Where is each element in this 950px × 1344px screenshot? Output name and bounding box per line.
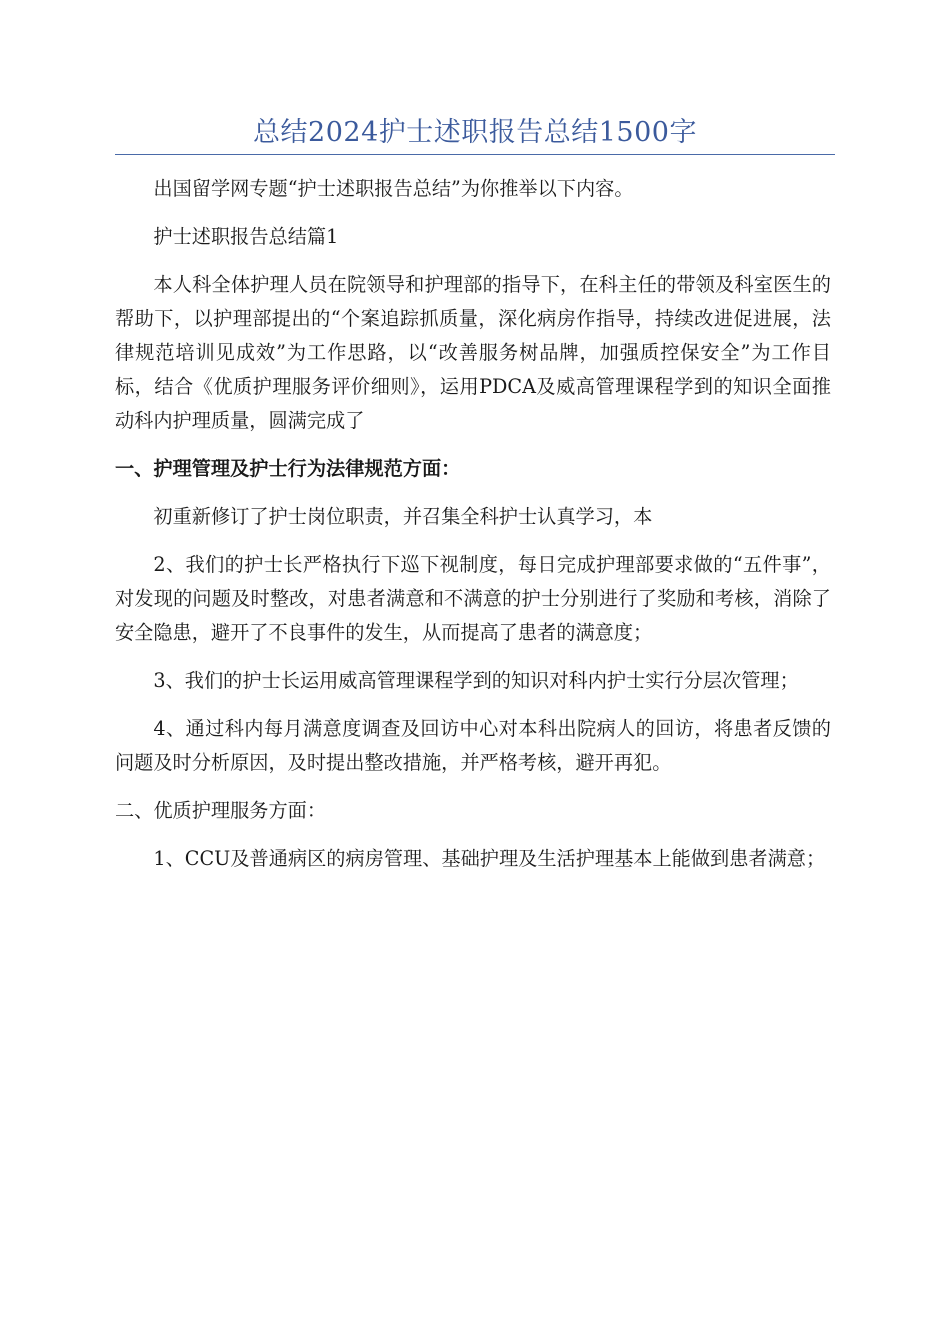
section-label: 护士述职报告总结篇1 (153, 225, 339, 248)
body-paragraph: 本人科全体护理人员在院领导和护理部的指导下，在科主任的带领及科室医生的帮助下，以护理部提出的“个案追踪抓质量，深化病房作指导，持续改进促进展，法律规范培训见成效”为工作思路，以“改善服务树品牌，加强质控保安全”为工作目标，结合《优质护理服务评价细则》，运用PDCA及威高管理课程学到的知识全面推动科内护理质量，圆满完成了 (115, 273, 831, 432)
list-item: 2、我们的护士长严格执行下巡下视制度，每日完成护理部要求做的“五件事”，对发现的问题及时整改，对患者满意和不满意的护士分别进行了奖励和考核，消除了安全隐患，避开了不良事件的发生，从而提高了患者的满意度； (115, 553, 831, 644)
intro-paragraph: 出国留学网专题“护士述职报告总结”为你推举以下内容。 (153, 177, 634, 200)
body-paragraph: 初重新修订了护士岗位职责，并召集全科护士认真学习，本 (153, 505, 653, 528)
document-title: 总结2024护士述职报告总结1500字 (253, 117, 697, 148)
list-item: 1、CCU及普通病区的病房管理、基础护理及生活护理基本上能做到患者满意； (153, 847, 826, 870)
title-underline (115, 154, 835, 155)
document-body (115, 172, 831, 890)
list-item: 3、我们的护士长运用威高管理课程学到的知识对科内护士实行分层次管理； (153, 669, 799, 692)
section-heading: 二、优质护理服务方面： (115, 799, 327, 822)
section-heading: 一、护理管理及护士行为法律规范方面： (115, 457, 461, 480)
list-item: 4、通过科内每月满意度调查及回访中心对本科出院病人的回访，将患者反馈的问题及时分析原因，及时提出整改措施，并严格考核，避开再犯。 (115, 717, 831, 774)
